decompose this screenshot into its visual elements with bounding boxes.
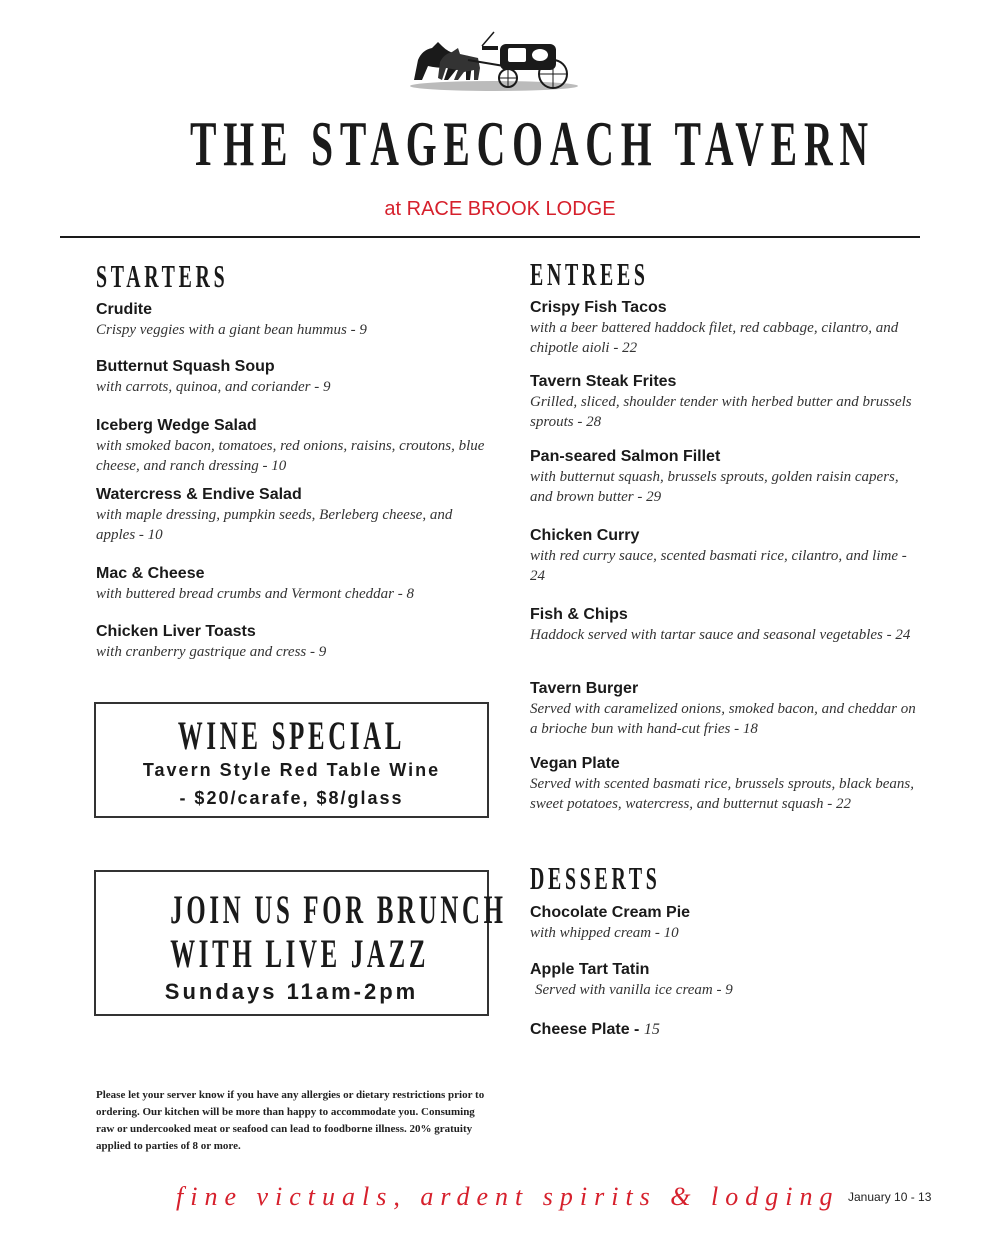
restaurant-title: THE STAGECOACH TAVERN [190, 108, 875, 179]
item-description: Served with vanilla ice cream - 9 [535, 982, 733, 998]
entrees-list [530, 298, 930, 838]
item-name: Cheese Plate - [530, 1021, 644, 1038]
entree-item [530, 447, 920, 507]
desserts-list [530, 903, 930, 1043]
stagecoach-horses-icon [408, 30, 580, 92]
item-price: 15 [643, 1021, 660, 1038]
dessert-item [530, 903, 920, 943]
item-description: Served with scented basmati rice, brussels sprouts, black beans, sweet potatoes, watercress, and butternut squash - 22 [530, 776, 914, 812]
header-divider [60, 236, 920, 238]
allergy-notice: Please let your server know if you have any allergies or dietary restrictions prior to ordering. Our kitchen will be more than happy to accommodate you. Consuming raw or undercooked meat or seafood can lead to foodborne illness. 20% gratuity applied to parties of 8 or more. [96, 1089, 485, 1152]
item-description: with cranberry gastrique and cress - 9 [96, 644, 327, 660]
starter-item [96, 622, 486, 662]
item-description: with a beer battered haddock filet, red cabbage, cilantro, and chipotle aioli - 22 [530, 320, 899, 356]
item-name: Mac & Cheese [96, 565, 205, 582]
item-name: Vegan Plate [530, 755, 620, 772]
item-name: Tavern Steak Frites [530, 373, 677, 390]
brunch-title-line1: JOIN US FOR BRUNCH [170, 887, 507, 932]
item-description: with smoked bacon, tomatoes, red onions, raisins, croutons, blue cheese, and ranch dressing - 10 [96, 438, 485, 474]
brunch-box [94, 870, 507, 1016]
item-name: Chocolate Cream Pie [530, 904, 691, 921]
entree-item [530, 754, 920, 814]
item-description: Served with caramelized onions, smoked bacon, and cheddar on a brioche bun with hand-cut fries - 18 [530, 701, 916, 737]
item-name: Tavern Burger [530, 680, 639, 697]
starter-item [96, 300, 486, 340]
restaurant-subtitle: at RACE BROOK LODGE [384, 198, 616, 220]
item-description: with carrots, quinoa, and coriander - 9 [96, 379, 331, 395]
item-description: with red curry sauce, scented basmati rice, cilantro, and lime - 24 [530, 548, 907, 584]
entree-item [530, 679, 920, 739]
item-name: Butternut Squash Soup [96, 358, 275, 375]
item-name: Fish & Chips [530, 606, 628, 623]
starters-heading: STARTERS [96, 258, 229, 294]
entree-item [530, 298, 920, 358]
item-name: Chicken Curry [530, 527, 640, 544]
menu-date: January 10 - 13 [848, 1190, 932, 1204]
starters-list [96, 300, 496, 670]
wine-special-line2: - $20/carafe, $8/glass [179, 788, 404, 808]
desserts-heading: DESSERTS [530, 860, 661, 896]
brunch-title-line2: WITH LIVE JAZZ [170, 931, 430, 976]
wine-special-line1: Tavern Style Red Table Wine [142, 760, 441, 780]
brunch-hours: Sundays 11am-2pm [164, 979, 419, 1004]
item-description: with maple dressing, pumpkin seeds, Berleberg cheese, and apples - 10 [96, 507, 453, 543]
item-description: with buttered bread crumbs and Vermont cheddar - 8 [96, 586, 415, 602]
item-description: with butternut squash, brussels sprouts, golden raisin capers, and brown butter - 29 [530, 469, 899, 505]
entree-item [530, 372, 920, 432]
starter-item [96, 564, 486, 604]
entree-item [530, 605, 920, 645]
wine-special-title: WINE SPECIAL [177, 713, 406, 758]
starter-item [96, 485, 486, 545]
wine-special-box [94, 702, 489, 818]
footer-tagline: fine victuals, ardent spirits & lodging [176, 1182, 840, 1211]
dessert-item [530, 1020, 920, 1040]
item-name: Chicken Liver Toasts [96, 623, 256, 640]
item-description: with whipped cream - 10 [530, 925, 679, 941]
starter-item [96, 416, 486, 476]
entrees-heading: ENTREES [530, 256, 649, 292]
entree-item [530, 526, 920, 586]
item-name: Apple Tart Tatin [530, 961, 650, 978]
item-name: Crudite [96, 301, 152, 318]
starter-item [96, 357, 486, 397]
dessert-item [530, 960, 920, 1000]
item-description: Grilled, sliced, shoulder tender with herbed butter and brussels sprouts - 28 [530, 394, 912, 430]
item-name: Pan-seared Salmon Fillet [530, 448, 721, 465]
item-description: Haddock served with tartar sauce and seasonal vegetables - 24 [530, 627, 911, 643]
item-name: Iceberg Wedge Salad [96, 417, 257, 434]
item-name: Watercress & Endive Salad [96, 486, 302, 503]
item-name: Crispy Fish Tacos [530, 299, 667, 316]
item-description: Crispy veggies with a giant bean hummus - 9 [96, 322, 367, 338]
